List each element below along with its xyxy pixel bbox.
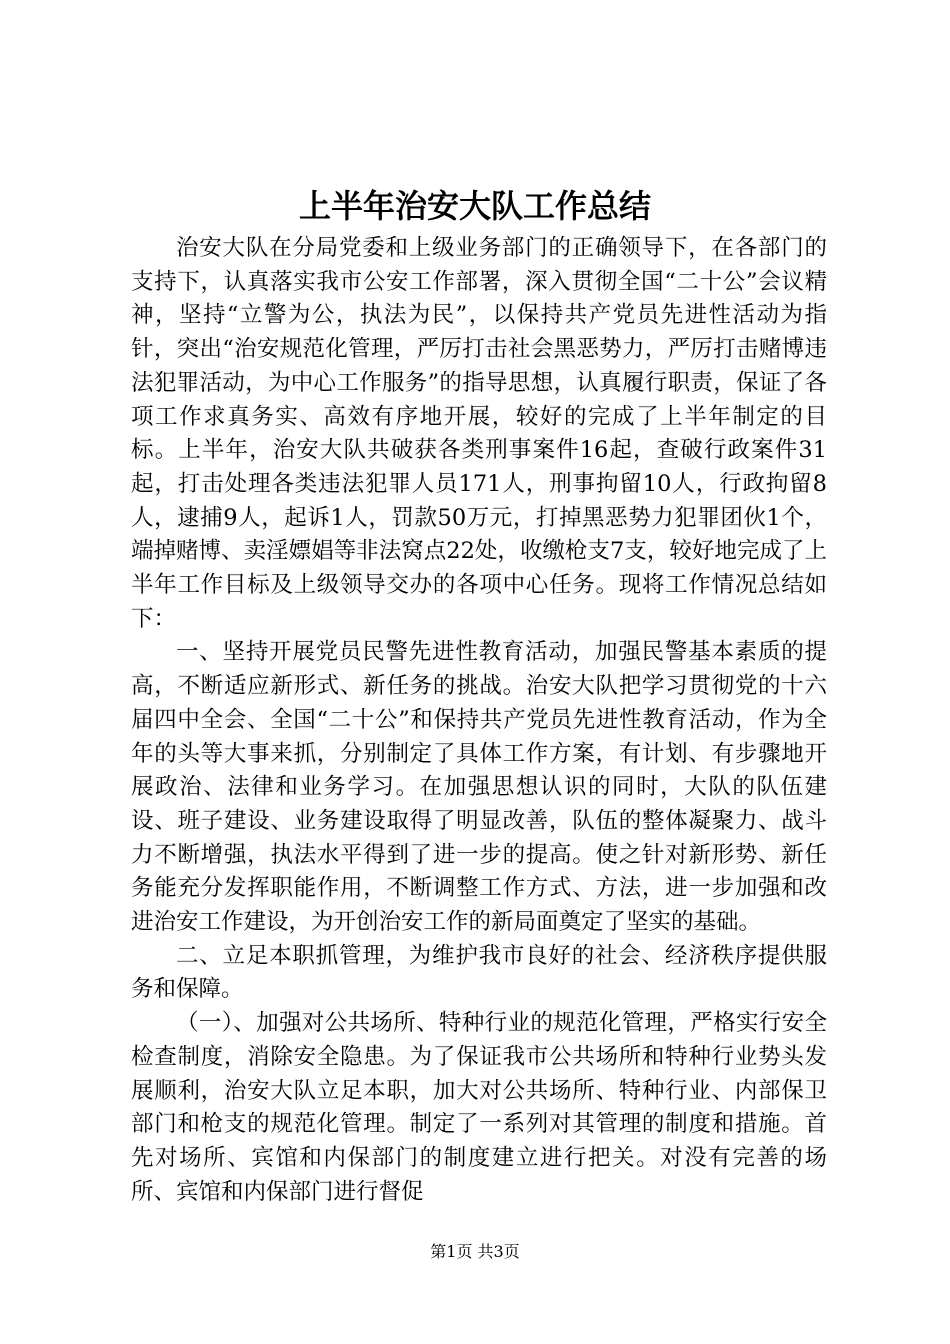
paragraph-intro: 治安大队在分局党委和上级业务部门的正确领导下，在各部门的支持下，认真落实我市公安工作部署，深入贯彻全国“二十公”会议精神，坚持“立警为公，执法为民”，以保持共产党员先进性活动为指针，突出“治安规范化管理，严厉打击社会黑恶势力，严厉打击赌博违法犯罪活动，为中心工作服务”的指导思想，认真履行职责，保证了各项工作求真务实、高效有序地开展，较好的完成了上半年制定的目标。上半年，治安大队共破获各类刑事案件16起，查破行政案件31起，打击处理各类违法犯罪人员171人，刑事拘留10人，行政拘留8人，逮捕9人，起诉1人，罚款50万元，打掉黑恶势力犯罪团伙1个，端掉赌博、卖淫嫖娼等非法窝点22处，收缴枪支7支，较好地完成了上半年工作目标及上级领导交办的各项中心任务。现将工作情况总结如下： [131, 235, 827, 632]
paragraph-section-2: 二、立足本职抓管理，为维护我市良好的社会、经济秩序提供服务和保障。 [131, 942, 827, 1003]
document-title: 上半年治安大队工作总结 [298, 187, 651, 225]
page-footer: 第1页 共3页 [430, 1242, 520, 1261]
paragraph-subsection-1: （一）、加强对公共场所、特种行业的规范化管理，严格实行安全检查制度，消除安全隐患。为了保证我市公共场所和特种行业势头发展顺利，治安大队立足本职，加大对公共场所、特种行业、内部保卫部门和枪支的规范化管理。制定了一系列对其管理的制度和措施。首先对场所、宾馆和内保部门的制度建立进行把关。对没有完善的场所、宾馆和内保部门进行督促 [131, 1010, 827, 1205]
paragraph-section-1: 一、坚持开展党员民警先进性教育活动，加强民警基本素质的提高，不断适应新形式、新任务的挑战。治安大队把学习贯彻党的十六届四中全会、全国“二十公”和保持共产党员先进性教育活动，作为全年的头等大事来抓，分别制定了具体工作方案，有计划、有步骤地开展政治、法律和业务学习。在加强思想认识的同时，大队的队伍建设、班子建设、业务建设取得了明显改善，队伍的整体凝聚力、战斗力不断增强，执法水平得到了进一步的提高。使之针对新形势、新任务能充分发挥职能作用，不断调整工作方式、方法，进一步加强和改进治安工作建设，为开创治安工作的新局面奠定了坚实的基础。 [131, 639, 827, 936]
document-body [131, 232, 827, 1209]
